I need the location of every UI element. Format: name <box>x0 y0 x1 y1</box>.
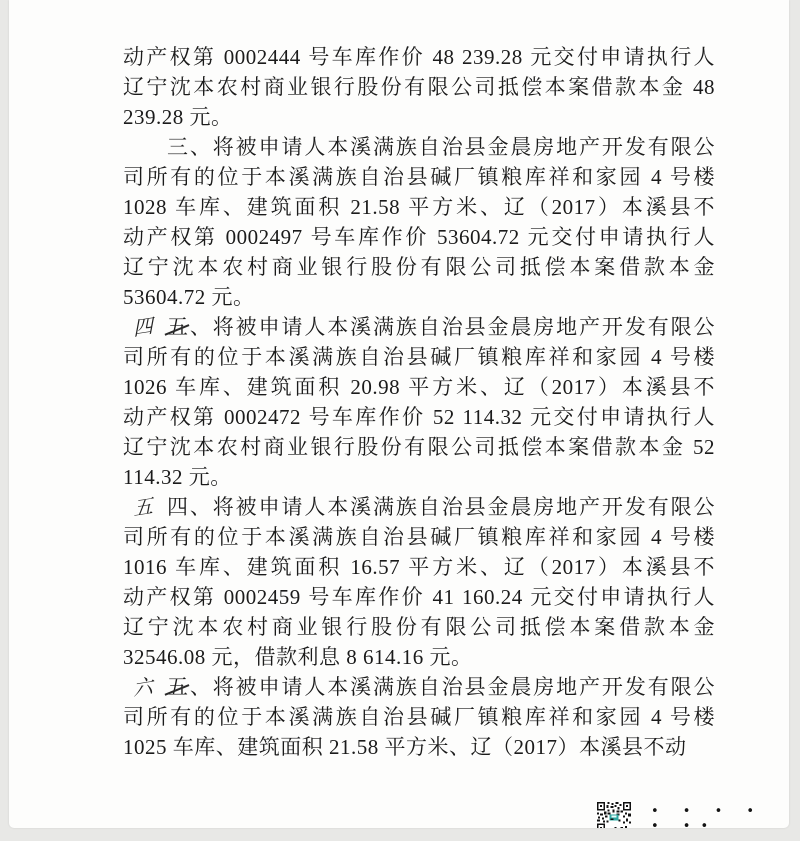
text-line: 114.32 元。 <box>123 465 232 489</box>
text-line: 动产权第 0002472 号车库作价 52 114.32 元交付申请执行人 <box>123 405 715 429</box>
text-line: 辽宁沈本农村商业银行股份有限公司抵偿本案借款本金 48 <box>123 75 715 99</box>
text-line: 司所有的位于本溪满族自治县碱厂镇粮库祥和家园 4 号楼 <box>123 345 715 369</box>
footer-dots: • • • • • •• <box>651 804 765 828</box>
text-line: 1026 车库、建筑面积 20.98 平方米、辽（2017）本溪县不 <box>123 375 715 399</box>
page-footer <box>9 798 789 828</box>
text-line: 动产权第 0002497 号车库作价 53604.72 元交付申请执行人 <box>123 225 715 249</box>
text-line: 1016 车库、建筑面积 16.57 平方米、辽（2017）本溪县不 <box>123 555 715 579</box>
qr-code-graphic <box>597 802 631 828</box>
handwritten-correction: 五 <box>132 495 154 521</box>
handwritten-correction: 四 <box>132 315 154 341</box>
text-line: 239.28 元。 <box>123 105 233 129</box>
text-line: 四 五、将被申请人本溪满族自治县金晨房地产开发有限公 <box>123 312 715 342</box>
struck-numeral: 五 <box>167 312 189 342</box>
text-line: 司所有的位于本溪满族自治县碱厂镇粮库祥和家园 4 号楼 <box>123 525 715 549</box>
text-line: 司所有的位于本溪满族自治县碱厂镇粮库祥和家园 4 号楼 <box>123 165 715 189</box>
text-line: 动产权第 0002444 号车库作价 48 239.28 元交付申请执行人 <box>123 45 715 69</box>
text-line: 53604.72 元。 <box>123 285 255 309</box>
struck-numeral: 五 <box>167 672 189 702</box>
handwritten-correction: 六 <box>132 675 154 701</box>
text-line: 司所有的位于本溪满族自治县碱厂镇粮库祥和家园 4 号楼 <box>123 705 715 729</box>
document-page <box>9 0 789 828</box>
text-line: 1025 车库、建筑面积 21.58 平方米、辽（2017）本溪县不动 <box>123 735 687 759</box>
text-line: 辽宁沈本农村商业银行股份有限公司抵偿本案借款本金 <box>123 615 715 639</box>
document-body <box>123 42 715 762</box>
text-line: 1028 车库、建筑面积 21.58 平方米、辽（2017）本溪县不 <box>123 195 715 219</box>
text-line: 辽宁沈本农村商业银行股份有限公司抵偿本案借款本金 <box>123 255 715 279</box>
text-line: 六 五、将被申请人本溪满族自治县金晨房地产开发有限公 <box>123 672 715 702</box>
qr-code-stamp <box>597 802 631 828</box>
text-line: 动产权第 0002459 号车库作价 41 160.24 元交付申请执行人 <box>123 585 715 609</box>
text-line: 32546.08 元，借款利息 8 614.16 元。 <box>123 645 473 669</box>
text-line: 五 四、将被申请人本溪满族自治县金晨房地产开发有限公 <box>123 492 715 522</box>
text-line: 三、将被申请人本溪满族自治县金晨房地产开发有限公 <box>167 135 715 159</box>
text-line: 辽宁沈本农村商业银行股份有限公司抵偿本案借款本金 52 <box>123 435 715 459</box>
